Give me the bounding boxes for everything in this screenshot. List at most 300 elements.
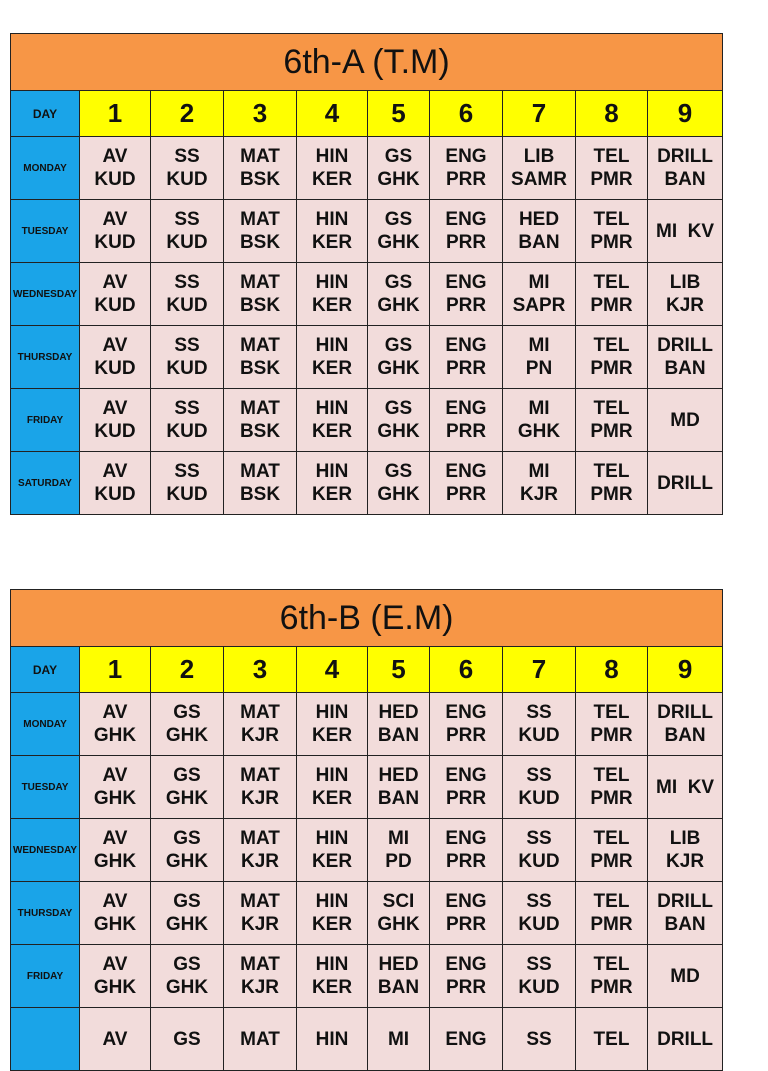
cell-line: SS — [174, 461, 200, 482]
cell-line: BAN — [664, 914, 706, 935]
day-row — [11, 326, 723, 389]
cell-line: MI — [528, 461, 550, 482]
cell-line: GS — [173, 1028, 201, 1050]
period-cell — [297, 263, 368, 326]
cell-line: KUD — [94, 232, 136, 253]
day-label: WEDNESDAY — [11, 263, 80, 326]
period-cell — [503, 819, 576, 882]
cell-line: PRR — [445, 421, 487, 442]
cell-line: GS — [173, 828, 201, 849]
period-cell — [151, 137, 224, 200]
cell-line: HIN — [315, 272, 349, 293]
cell-line: BAN — [664, 169, 706, 190]
cell-line: HIN — [315, 954, 349, 975]
period-header-row — [11, 91, 723, 137]
day-label: MONDAY — [11, 137, 80, 200]
cell-line: SS — [526, 765, 552, 786]
period-cell — [151, 389, 224, 452]
cell-line: MAT — [240, 702, 280, 723]
cell-line: HED — [378, 702, 419, 723]
cell-line: PMR — [590, 788, 633, 809]
period-cell — [80, 819, 151, 882]
period-cell — [151, 819, 224, 882]
period-cell — [576, 756, 648, 819]
period-cell — [503, 389, 576, 452]
cell-line: TEL — [593, 828, 630, 849]
cell-line: SS — [526, 891, 552, 912]
cell-line: SS — [526, 1028, 552, 1050]
period-cell — [297, 200, 368, 263]
cell-line: KUD — [518, 788, 560, 809]
period-cell — [297, 945, 368, 1008]
cell-line: GHK — [93, 977, 137, 998]
cell-line: HIN — [315, 765, 349, 786]
period-cell — [297, 819, 368, 882]
cell-line: KER — [311, 295, 353, 316]
cell-line: AV — [102, 702, 128, 723]
cell-line: GHK — [377, 484, 420, 505]
period-cell — [576, 819, 648, 882]
cell-line: MAT — [240, 209, 280, 230]
period-cell — [151, 326, 224, 389]
cell-line: DRILL — [657, 702, 714, 723]
cell-line: AV — [102, 146, 128, 167]
cell-line: AV — [102, 1028, 128, 1050]
cell-line: ENG — [445, 954, 487, 975]
cell-line: KUD — [94, 295, 136, 316]
timetable-6th-b — [10, 589, 723, 1071]
period-cell — [648, 945, 723, 1008]
period-number: 7 — [503, 91, 576, 137]
cell-line: HIN — [315, 146, 349, 167]
period-cell — [503, 693, 576, 756]
day-row — [11, 389, 723, 452]
period-cell — [151, 1008, 224, 1071]
cell-line: PMR — [590, 358, 633, 379]
cell-line: KJR — [240, 788, 279, 809]
period-cell — [80, 882, 151, 945]
cell-line: LIB — [669, 272, 701, 293]
cell-line: GS — [384, 272, 413, 293]
cell-line: PMR — [590, 977, 633, 998]
cell-line: HIN — [315, 335, 349, 356]
period-cell — [297, 452, 368, 515]
period-number: 5 — [368, 647, 430, 693]
cell-line: SAMR — [511, 169, 567, 190]
cell-line: GHK — [165, 725, 209, 746]
cell-line: LIB — [523, 146, 555, 167]
period-cell — [503, 137, 576, 200]
cell-line: BSK — [239, 169, 281, 190]
period-cell — [648, 882, 723, 945]
cell-line: MAT — [240, 765, 280, 786]
period-cell — [224, 819, 297, 882]
cell-line: PMR — [590, 914, 633, 935]
cell-line: KUD — [166, 232, 208, 253]
cell-line: DRILL — [657, 146, 713, 167]
period-cell — [224, 137, 297, 200]
cell-line: SS — [526, 702, 552, 723]
period-number: 8 — [576, 91, 648, 137]
period-number: 2 — [151, 647, 224, 693]
cell-line: GHK — [93, 788, 137, 809]
period-cell — [576, 693, 648, 756]
cell-line: SAPR — [512, 295, 566, 316]
period-cell — [430, 137, 503, 200]
period-cell — [297, 693, 368, 756]
cell-line: KER — [311, 169, 353, 190]
period-cell — [430, 263, 503, 326]
cell-line: PMR — [590, 851, 633, 872]
cell-line: PMR — [590, 421, 633, 442]
period-number: 9 — [648, 647, 723, 693]
cell-line: AV — [102, 209, 128, 230]
period-cell — [368, 263, 430, 326]
period-cell — [430, 389, 503, 452]
cell-line: MAT — [240, 1028, 280, 1050]
day-row — [11, 1008, 723, 1071]
period-number: 6 — [430, 647, 503, 693]
period-number: 5 — [368, 91, 430, 137]
period-cell — [80, 756, 151, 819]
cell-line: TEL — [593, 146, 630, 167]
cell-line: DRILL — [657, 891, 714, 912]
period-cell — [297, 756, 368, 819]
cell-line: KJR — [666, 295, 705, 316]
cell-line: PMR — [590, 484, 633, 505]
day-row — [11, 819, 723, 882]
cell-line: TEL — [593, 954, 630, 975]
cell-line: KER — [311, 914, 353, 935]
cell-line: KER — [311, 725, 353, 746]
period-cell — [368, 945, 430, 1008]
period-cell — [368, 137, 430, 200]
cell-line: PRR — [445, 725, 487, 746]
period-cell — [430, 200, 503, 263]
timetable-6th-a — [10, 33, 723, 515]
period-cell — [576, 137, 648, 200]
cell-line: GS — [384, 461, 413, 482]
cell-line: KJR — [240, 725, 279, 746]
day-label: WEDNESDAY — [11, 819, 80, 882]
period-cell — [430, 882, 503, 945]
cell-line: KER — [311, 421, 353, 442]
cell-line: KER — [311, 358, 353, 379]
period-cell — [151, 452, 224, 515]
cell-line: HIN — [315, 1028, 349, 1050]
cell-line: BSK — [239, 421, 281, 442]
period-cell — [151, 200, 224, 263]
period-number: 9 — [648, 91, 723, 137]
cell-line: BAN — [664, 725, 706, 746]
cell-line: TEL — [593, 209, 630, 230]
cell-line: GS — [173, 765, 201, 786]
day-column-header: DAY — [11, 91, 80, 137]
period-cell — [648, 819, 723, 882]
period-cell — [297, 389, 368, 452]
cell-line: HIN — [315, 209, 349, 230]
cell-line: KJR — [519, 484, 558, 505]
period-cell — [503, 200, 576, 263]
period-cell — [430, 693, 503, 756]
period-number: 1 — [80, 647, 151, 693]
cell-line: MAT — [240, 461, 280, 482]
cell-line: TEL — [593, 702, 630, 723]
period-cell — [224, 945, 297, 1008]
cell-line: AV — [102, 335, 128, 356]
cell-line: GHK — [377, 169, 420, 190]
cell-line: PRR — [445, 851, 487, 872]
table-title: 6th-B (E.M) — [11, 590, 723, 647]
day-label: MONDAY — [11, 693, 80, 756]
period-cell — [368, 326, 430, 389]
cell-line: MAT — [240, 335, 280, 356]
cell-line: BAN — [377, 725, 420, 746]
cell-line: AV — [102, 891, 128, 912]
period-cell — [648, 756, 723, 819]
day-label: TUESDAY — [11, 200, 80, 263]
cell-line: KUD — [166, 169, 208, 190]
cell-line: GHK — [377, 421, 420, 442]
cell-line: BAN — [664, 358, 706, 379]
cell-line: GS — [384, 146, 413, 167]
cell-line: MI — [528, 335, 550, 356]
period-cell — [368, 882, 430, 945]
cell-line: KUD — [518, 725, 560, 746]
period-cell — [368, 200, 430, 263]
cell-line: ENG — [445, 335, 487, 356]
period-number: 1 — [80, 91, 151, 137]
cell-line: GHK — [165, 977, 209, 998]
cell-line: MD — [670, 965, 700, 987]
cell-line: KJR — [240, 851, 279, 872]
cell-line: GHK — [165, 914, 209, 935]
day-row — [11, 693, 723, 756]
cell-line: KJR — [240, 977, 279, 998]
period-cell — [576, 945, 648, 1008]
day-row — [11, 200, 723, 263]
cell-line: ENG — [445, 209, 487, 230]
period-header-row — [11, 647, 723, 693]
cell-line: AV — [102, 765, 128, 786]
table-title: 6th-A (T.M) — [11, 34, 723, 91]
cell-line: KUD — [166, 295, 208, 316]
period-cell — [576, 326, 648, 389]
period-cell — [224, 882, 297, 945]
cell-line: AV — [102, 272, 128, 293]
period-cell — [151, 882, 224, 945]
cell-line: GHK — [93, 851, 137, 872]
period-cell — [368, 819, 430, 882]
period-number: 8 — [576, 647, 648, 693]
cell-line: KUD — [518, 977, 560, 998]
period-cell — [430, 945, 503, 1008]
cell-line: PRR — [445, 358, 487, 379]
period-cell — [80, 693, 151, 756]
cell-line: PRR — [445, 232, 487, 253]
day-label — [11, 1008, 80, 1071]
cell-line: GHK — [165, 788, 209, 809]
cell-line: GHK — [377, 914, 420, 935]
day-label: THURSDAY — [11, 882, 80, 945]
cell-line: SCI — [382, 891, 415, 912]
period-cell — [503, 1008, 576, 1071]
period-cell — [648, 1008, 723, 1071]
period-cell — [430, 1008, 503, 1071]
cell-line: SS — [174, 146, 200, 167]
cell-line: DRILL — [657, 335, 713, 356]
cell-line: PRR — [445, 788, 487, 809]
cell-line: LIB — [669, 828, 701, 849]
cell-line: PN — [525, 358, 553, 379]
cell-line: MI — [528, 272, 550, 293]
cell-line: MAT — [240, 398, 280, 419]
period-cell — [648, 263, 723, 326]
cell-line: MI — [387, 1028, 410, 1050]
cell-line: KER — [311, 484, 353, 505]
period-cell — [503, 452, 576, 515]
cell-line: PD — [385, 851, 412, 872]
cell-line: TEL — [593, 1028, 630, 1050]
day-label: TUESDAY — [11, 756, 80, 819]
period-cell — [430, 819, 503, 882]
period-cell — [503, 756, 576, 819]
period-cell — [80, 389, 151, 452]
cell-line: MAT — [240, 891, 280, 912]
period-number: 6 — [430, 91, 503, 137]
cell-line: SS — [174, 398, 200, 419]
cell-line: KUD — [94, 169, 136, 190]
period-number: 4 — [297, 91, 368, 137]
day-row — [11, 882, 723, 945]
period-cell — [648, 389, 723, 452]
cell-line: SS — [174, 272, 200, 293]
cell-line: GHK — [377, 295, 420, 316]
period-cell — [151, 693, 224, 756]
cell-line: KUD — [166, 421, 208, 442]
cell-line: GHK — [377, 358, 420, 379]
cell-line: TEL — [593, 765, 630, 786]
day-label: FRIDAY — [11, 389, 80, 452]
period-cell — [151, 263, 224, 326]
cell-line: GS — [173, 891, 201, 912]
cell-line: GS — [384, 335, 413, 356]
day-column-header: DAY — [11, 647, 80, 693]
day-row — [11, 452, 723, 515]
period-cell — [503, 263, 576, 326]
cell-line: SS — [526, 954, 552, 975]
cell-line: KER — [311, 232, 353, 253]
cell-line: MAT — [240, 272, 280, 293]
cell-line: ENG — [445, 461, 487, 482]
cell-line: KJR — [666, 851, 705, 872]
period-number: 3 — [224, 91, 297, 137]
cell-line: KUD — [166, 358, 208, 379]
cell-line: HED — [518, 209, 560, 230]
period-cell — [648, 693, 723, 756]
cell-line: BAN — [377, 788, 420, 809]
period-cell — [151, 756, 224, 819]
period-cell — [503, 882, 576, 945]
period-cell — [576, 452, 648, 515]
period-cell — [297, 882, 368, 945]
period-cell — [224, 263, 297, 326]
cell-line: AV — [102, 461, 128, 482]
period-cell — [151, 945, 224, 1008]
cell-line: HIN — [315, 702, 349, 723]
cell-line: TEL — [593, 461, 630, 482]
period-cell — [430, 326, 503, 389]
day-row — [11, 137, 723, 200]
period-cell — [224, 389, 297, 452]
day-row — [11, 263, 723, 326]
cell-line: ENG — [445, 1028, 487, 1050]
title-row — [11, 34, 723, 91]
cell-line: ENG — [445, 272, 487, 293]
period-number: 7 — [503, 647, 576, 693]
period-cell — [503, 326, 576, 389]
period-cell — [224, 756, 297, 819]
cell-line: KER — [311, 977, 353, 998]
cell-line: GS — [384, 209, 413, 230]
cell-line: SS — [526, 828, 552, 849]
cell-line: GHK — [93, 914, 137, 935]
cell-line: GHK — [517, 421, 561, 442]
cell-line: KUD — [94, 484, 136, 505]
cell-line: PRR — [445, 169, 487, 190]
cell-line: HIN — [315, 398, 349, 419]
period-cell — [80, 326, 151, 389]
cell-line: BAN — [377, 977, 420, 998]
period-cell — [80, 263, 151, 326]
cell-line: ENG — [445, 146, 487, 167]
day-label: THURSDAY — [11, 326, 80, 389]
day-label: FRIDAY — [11, 945, 80, 1008]
cell-line: PMR — [590, 725, 633, 746]
cell-line: SS — [174, 335, 200, 356]
cell-line: TEL — [593, 891, 630, 912]
cell-line: AV — [102, 828, 128, 849]
cell-line: GHK — [165, 851, 209, 872]
period-cell — [368, 756, 430, 819]
cell-line: MD — [670, 409, 700, 431]
cell-line: BSK — [239, 358, 281, 379]
day-label: SATURDAY — [11, 452, 80, 515]
period-cell — [576, 200, 648, 263]
cell-line: GHK — [377, 232, 420, 253]
cell-line: MI KV — [656, 220, 715, 242]
period-cell — [297, 137, 368, 200]
cell-line: MI — [528, 398, 550, 419]
cell-line: BSK — [239, 232, 281, 253]
cell-line: PMR — [590, 232, 633, 253]
cell-line: KJR — [240, 914, 279, 935]
cell-line: KER — [311, 788, 353, 809]
period-cell — [224, 326, 297, 389]
cell-line: MI — [387, 828, 410, 849]
cell-line: TEL — [593, 272, 630, 293]
cell-line: TEL — [593, 398, 630, 419]
period-cell — [80, 137, 151, 200]
cell-line: HIN — [315, 461, 349, 482]
cell-line: AV — [102, 954, 128, 975]
cell-line: GHK — [93, 725, 137, 746]
cell-line: KUD — [94, 421, 136, 442]
day-row — [11, 945, 723, 1008]
cell-line: ENG — [445, 702, 487, 723]
cell-line: KUD — [518, 914, 560, 935]
cell-line: HED — [378, 765, 419, 786]
